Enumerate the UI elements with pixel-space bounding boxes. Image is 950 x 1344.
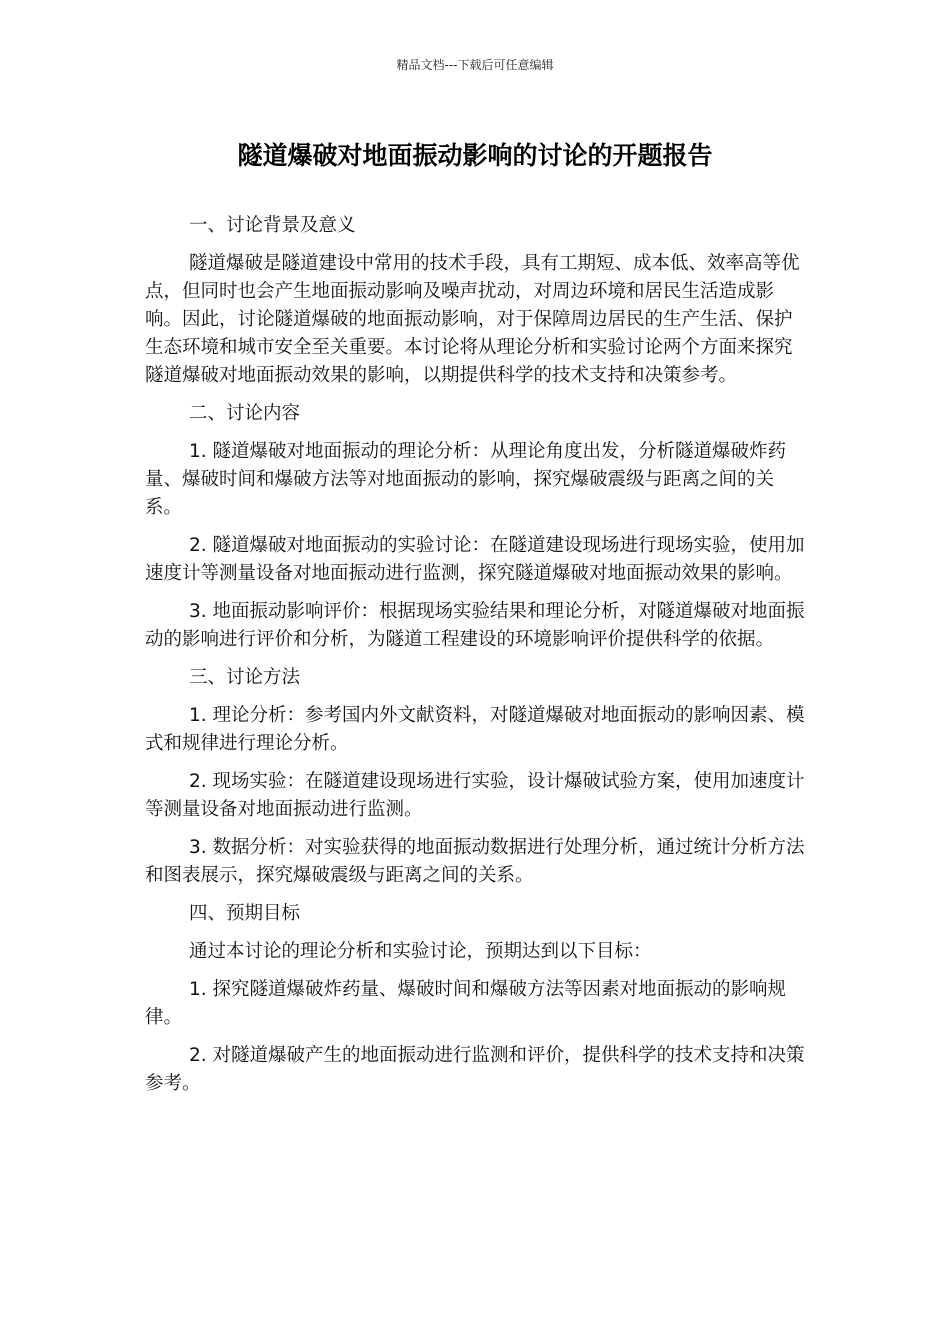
method-item: 1. 理论分析：参考国内外文献资料，对隧道爆破对地面振动的影响因素、模式和规律进行理论分析。 [145, 705, 805, 754]
section-heading-content: 二、讨论内容 [189, 403, 301, 424]
document-body [145, 212, 807, 1108]
header-note: 精品文档---下载后可任意编辑 [396, 58, 554, 72]
content-item: 2. 隧道爆破对地面振动的实验讨论：在隧道建设现场进行现场实验，使用加速度计等测量设备对地面振动进行监测，探究隧道爆破对地面振动效果的影响。 [145, 535, 805, 584]
background-paragraph: 隧道爆破是隧道建设中常用的技术手段，具有工期短、成本低、效率高等优点，但同时也会产生地面振动影响及噪声扰动，对周边环境和居民生活造成影响。因此，讨论隧道爆破的地面振动影响，对于保障周边居民的生产生活、保护生态环境和城市安全至关重要。本讨论将从理论分析和实验讨论两个方面来探究隧道爆破对地面振动效果的影响，以期提供科学的技术支持和决策参考。 [145, 253, 800, 386]
section-heading-method: 三、讨论方法 [189, 667, 301, 688]
document-title: 隧道爆破对地面振动影响的讨论的开题报告 [237, 141, 713, 170]
goal-item: 1. 探究隧道爆破炸药量、爆破时间和爆破方法等因素对地面振动的影响规律。 [145, 979, 787, 1028]
section-heading-goal: 四、预期目标 [189, 903, 301, 924]
section-heading-background: 一、讨论背景及意义 [189, 215, 356, 236]
method-item: 3. 数据分析：对实验获得的地面振动数据进行处理分析，通过统计分析方法和图表展示，探究爆破震级与距离之间的关系。 [145, 837, 805, 886]
method-item: 2. 现场实验：在隧道建设现场进行实验，设计爆破试验方案，使用加速度计等测量设备对地面振动进行监测。 [145, 771, 805, 820]
goal-intro: 通过本讨论的理论分析和实验讨论，预期达到以下目标： [189, 941, 652, 962]
content-item: 3. 地面振动影响评价：根据现场实验结果和理论分析，对隧道爆破对地面振动的影响进行评价和分析，为隧道工程建设的环境影响评价提供科学的依据。 [145, 601, 805, 650]
goal-item: 2. 对隧道爆破产生的地面振动进行监测和评价，提供科学的技术支持和决策参考。 [145, 1045, 805, 1094]
content-item: 1. 隧道爆破对地面振动的理论分析：从理论角度出发，分析隧道爆破炸药量、爆破时间和爆破方法等对地面振动的影响，探究爆破震级与距离之间的关系。 [145, 441, 787, 518]
